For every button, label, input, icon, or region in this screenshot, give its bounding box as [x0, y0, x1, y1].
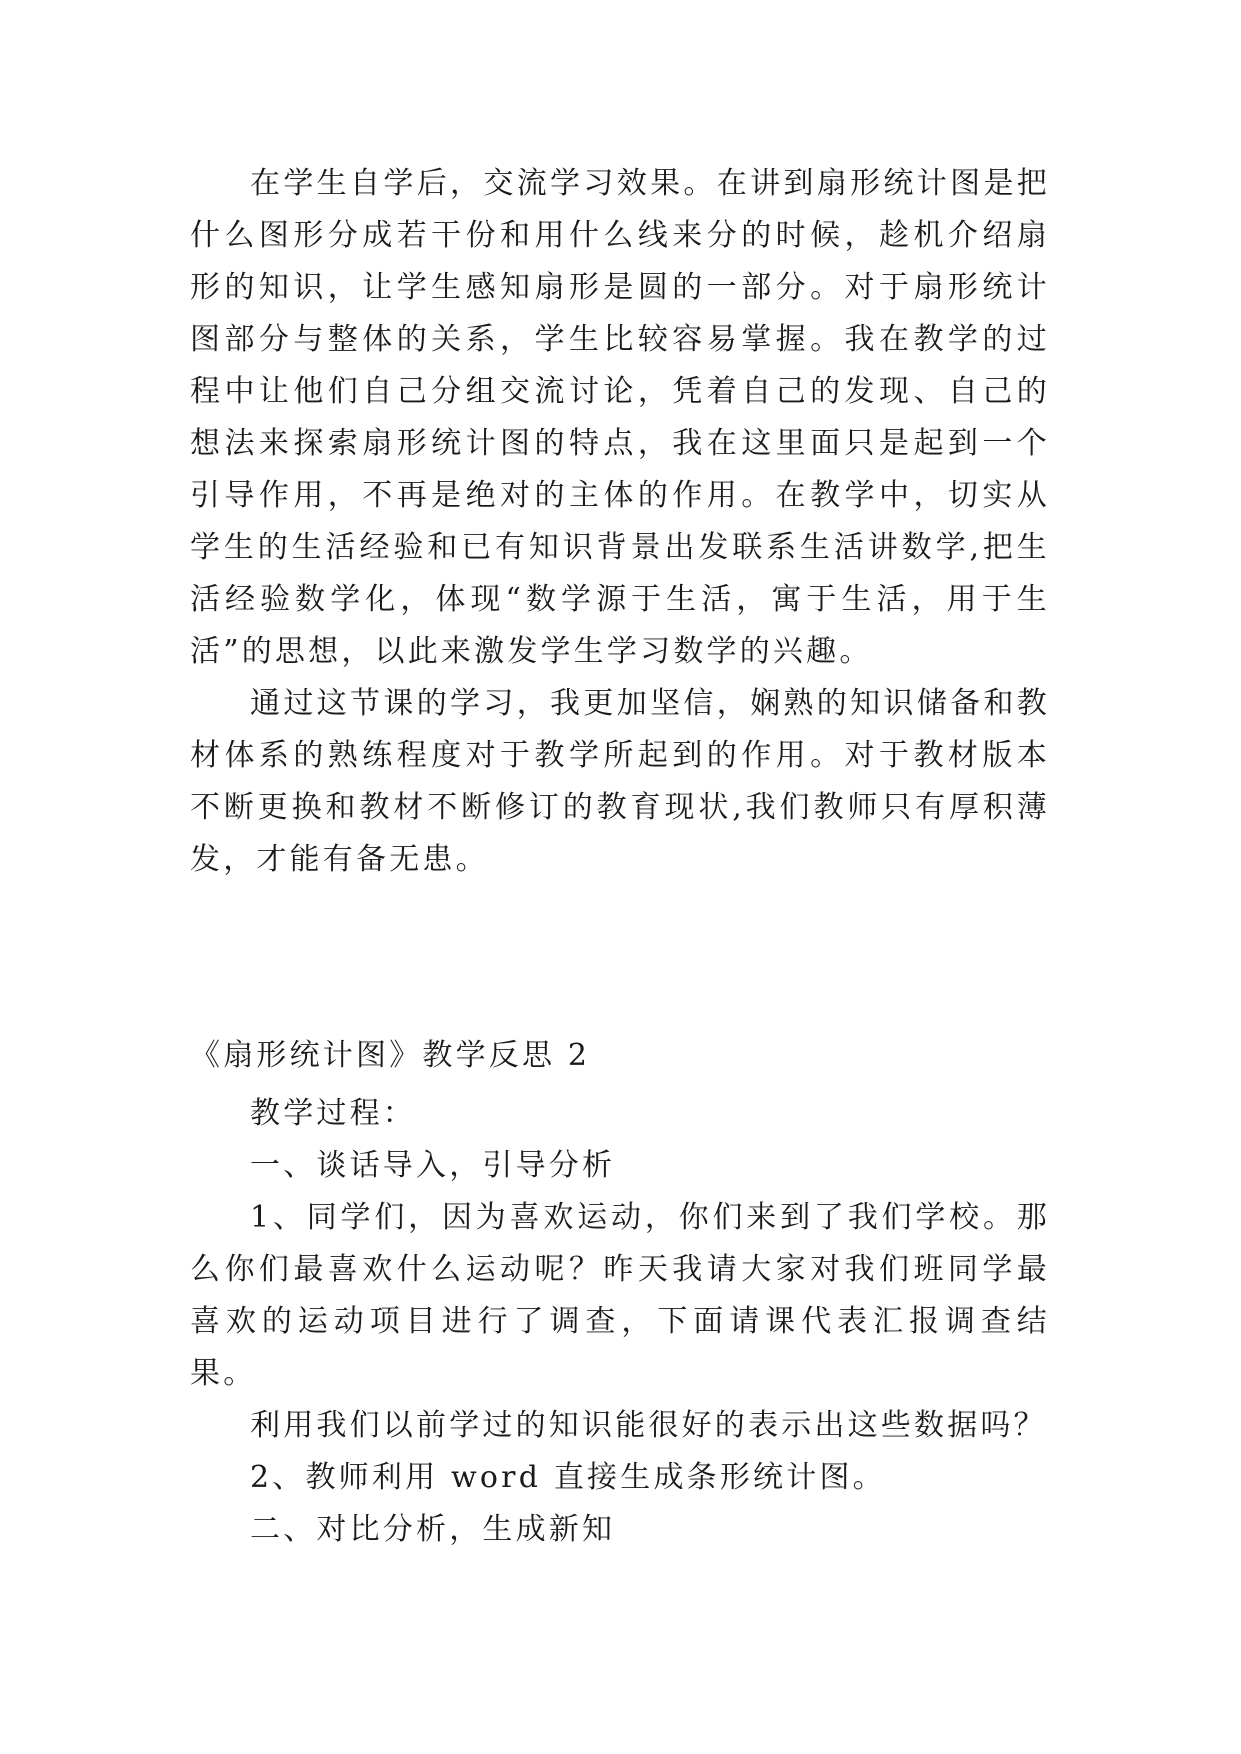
paragraph: 教学过程： — [250, 1096, 416, 1131]
paragraph: 二、对比分析，生成新知 — [250, 1512, 616, 1547]
section-1-body — [190, 158, 1050, 886]
section-2-body — [190, 1088, 1050, 1556]
paragraph: 利用我们以前学过的知识能很好的表示出这些数据吗？ — [250, 1408, 1047, 1443]
paragraph: 在学生自学后，交流学习效果。在讲到扇形统计图是把什么图形分成若干份和用什么线来分的时候，趁机介绍扇形的知识，让学生感知扇形是圆的一部分。对于扇形统计图部分与整体的关系，学生比较容易掌握。我在教学的过程中让他们自己分组交流讨论，凭着自己的发现、自己的想法来探索扇形统计图的特点，我在这里面只是起到一个引导作用，不再是绝对的主体的作用。在教学中，切实从学生的生活经验和已有知识背景出发联系生活讲数学,把生活经验数学化，体现“数学源于生活，寓于生活，用于生活”的思想，以此来激发学生学习数学的兴趣。 — [190, 166, 1050, 669]
paragraph: 通过这节课的学习，我更加坚信，娴熟的知识储备和教材体系的熟练程度对于教学所起到的作用。对于教材版本不断更换和教材不断修订的教育现状,我们教师只有厚积薄发，才能有备无患。 — [190, 686, 1050, 877]
section-title: 《扇形统计图》教学反思 2 — [190, 1038, 591, 1073]
paragraph: 2、教师利用 word 直接生成条形统计图。 — [250, 1460, 886, 1495]
paragraph: 一、谈话导入，引导分析 — [250, 1148, 616, 1183]
paragraph: 1、同学们，因为喜欢运动，你们来到了我们学校。那么你们最喜欢什么运动呢？昨天我请大家对我们班同学最喜欢的运动项目进行了调查，下面请课代表汇报调查结果。 — [190, 1200, 1050, 1391]
section-2-heading — [190, 1030, 1050, 1082]
